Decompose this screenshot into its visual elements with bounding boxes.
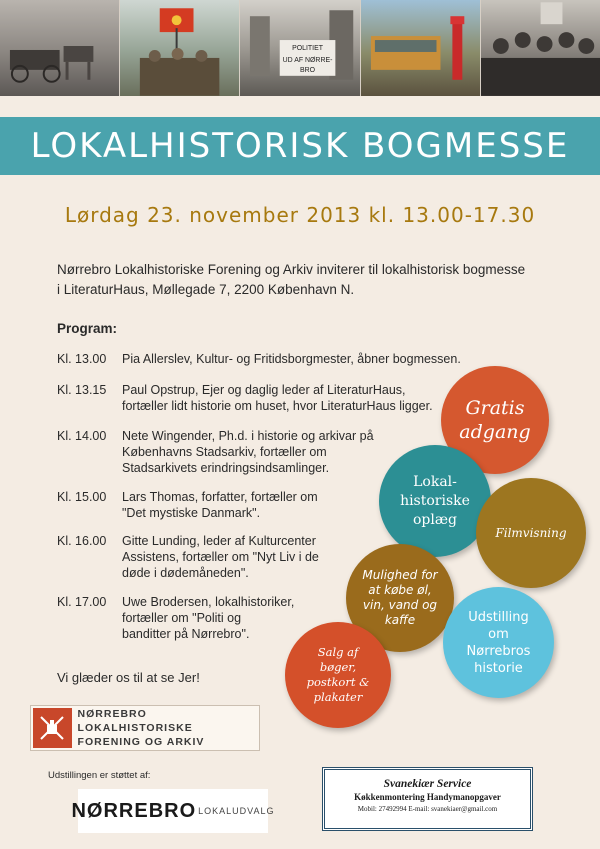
program-desc-line: Nete Wingender, Ph.d. i historie og arkivar på bbox=[122, 429, 374, 443]
circle-text-line: bøger, bbox=[319, 660, 357, 674]
program-desc-line: Paul Opstrup, Ejer og daglig leder af LiteraturHaus, bbox=[122, 383, 406, 397]
circle-text-line: at købe øl, bbox=[368, 583, 432, 597]
circle-text-line: historiske bbox=[400, 492, 470, 509]
program-desc-line: fortæller lidt historie om huset, hvor LiteraturHaus ligger. bbox=[122, 399, 433, 413]
program-desc-line: Assistens, fortæller om "Nyt Liv i de bbox=[122, 550, 319, 564]
photo-group-portrait bbox=[481, 0, 600, 96]
program-desc-line: Lars Thomas, forfatter, fortæller om bbox=[122, 490, 318, 504]
sponsor-logo-subtitle: LOKALUDVALG bbox=[198, 806, 275, 816]
support-label: Udstillingen er støttet af: bbox=[48, 770, 151, 781]
program-desc-line: banditter på Nørrebro". bbox=[122, 627, 250, 641]
photo-horse-carriage bbox=[0, 0, 120, 96]
photo-flag-march bbox=[120, 0, 240, 96]
circle-text-line: historie bbox=[474, 660, 523, 676]
intro-text: Nørrebro Lokalhistoriske Forening og Arkiv inviterer til lokalhistorisk bogmesse i LiteraturHaus, Møllegade 7, 2200 København N. bbox=[57, 262, 526, 297]
circle-text-line: Filmvisning bbox=[495, 526, 567, 540]
circle-text-line: kaffe bbox=[384, 613, 416, 627]
circle-film-screening bbox=[476, 478, 586, 588]
program-time: Kl. 15.00 bbox=[57, 490, 107, 504]
program-desc-line: Pia Allerslev, Kultur- og Fritidsborgmester, åbner bogmessen. bbox=[122, 352, 461, 366]
circle-local-history-talks bbox=[379, 445, 491, 557]
program-desc-line: Uwe Brodersen, lokalhistoriker, bbox=[122, 595, 295, 609]
circle-text-line: oplæg bbox=[412, 511, 457, 528]
program-desc-line: døde i dødemåneden". bbox=[122, 566, 249, 580]
circle-text-line: plakater bbox=[313, 690, 363, 704]
program-desc-line: Københavns Stadsarkiv, fortæller om bbox=[122, 445, 327, 459]
circle-text-line: Lokal- bbox=[413, 473, 457, 490]
program-time: Kl. 13.00 bbox=[57, 352, 107, 366]
protest-sign-line-1: POLITIET bbox=[292, 44, 324, 52]
circle-text-line: vin, vand og bbox=[362, 598, 438, 612]
association-logo bbox=[30, 705, 260, 751]
circle-text-line: adgang bbox=[459, 421, 531, 443]
event-date: Lørdag 23. november 2013 kl. 13.00-17.30 bbox=[64, 203, 536, 227]
association-name-line-1: NØRREBRO LOKALHISTORISKE bbox=[77, 708, 193, 734]
program-time: Kl. 17.00 bbox=[57, 595, 107, 609]
program-time: Kl. 13.15 bbox=[57, 383, 107, 397]
circle-text-line: postkort & bbox=[306, 675, 370, 689]
program-desc-line: "Det mystiske Danmark". bbox=[122, 506, 261, 520]
program-desc-line: Stadsarkivets erindringsindsamlinger. bbox=[122, 461, 330, 475]
protest-sign-line-2: UD AF NØRRE- bbox=[283, 56, 333, 64]
program-time: Kl. 14.00 bbox=[57, 429, 107, 443]
program-heading: Program: bbox=[57, 321, 118, 336]
ad-services: Køkkenmontering Handymanopgaver bbox=[354, 792, 501, 802]
association-emblem-icon bbox=[33, 708, 72, 748]
circle-sales bbox=[285, 622, 391, 728]
sponsor-logo bbox=[71, 789, 275, 833]
association-name-line-2: FORENING OG ARKIV bbox=[77, 736, 205, 748]
photo-strip bbox=[0, 0, 600, 96]
circle-text-line: om bbox=[488, 626, 509, 642]
ad-contact: Mobil: 27492994 E-mail: svanekiaer@gmail.com bbox=[357, 805, 498, 813]
circle-text-line: Nørrebros bbox=[466, 643, 531, 659]
closing-text: Vi glæder os til at se Jer! bbox=[57, 670, 200, 685]
program-time: Kl. 16.00 bbox=[57, 534, 107, 548]
program-desc-line: fortæller om "Politi og bbox=[122, 611, 242, 625]
photo-police-protest bbox=[240, 0, 360, 96]
advertisement-box bbox=[322, 767, 533, 831]
circle-text-line: Mulighed for bbox=[362, 568, 438, 582]
circle-text-line: Gratis bbox=[465, 397, 525, 419]
circle-text-line: Udstilling bbox=[468, 609, 529, 625]
page-title: LOKALHISTORISK BOGMESSE bbox=[0, 117, 600, 175]
photo-tram bbox=[361, 0, 481, 96]
program-desc-line: Gitte Lunding, leder af Kulturcenter bbox=[122, 534, 316, 548]
ad-company-name: Svanekiær Service bbox=[383, 778, 472, 790]
protest-sign-line-3: BRO bbox=[300, 66, 316, 74]
circle-exhibition bbox=[443, 587, 554, 698]
sponsor-logo-name: NØRREBRO bbox=[71, 799, 197, 822]
circle-text-line: Salg af bbox=[317, 645, 359, 659]
